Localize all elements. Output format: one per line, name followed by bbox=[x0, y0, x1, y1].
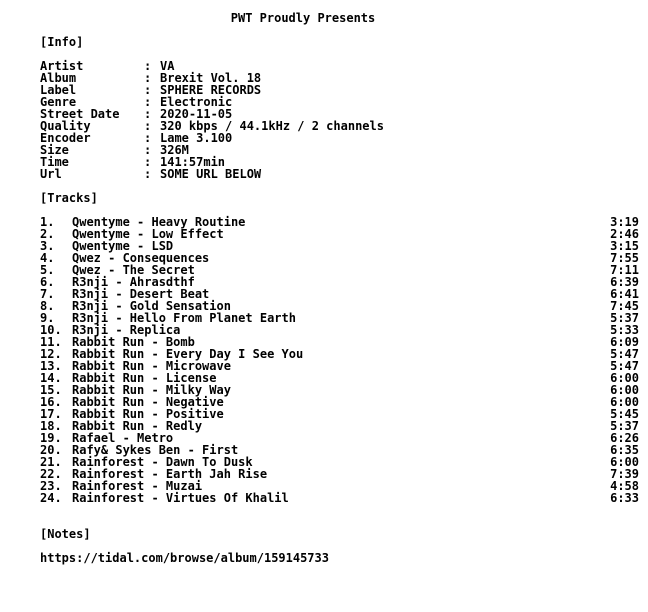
track-number: 13. bbox=[40, 359, 62, 373]
track-number: 6. bbox=[40, 275, 55, 289]
info-separator: : bbox=[144, 95, 152, 109]
track-title: Rainforest - Virtues Of Khalil bbox=[72, 491, 289, 505]
info-value: SOME URL BELOW bbox=[160, 167, 262, 181]
track-duration: 6:41 bbox=[610, 287, 639, 301]
info-key: Url bbox=[40, 167, 62, 181]
info-row bbox=[40, 120, 640, 132]
track-duration: 7:39 bbox=[610, 467, 639, 481]
info-separator: : bbox=[144, 119, 152, 133]
track-number: 1. bbox=[40, 215, 55, 229]
track-number: 5. bbox=[40, 263, 55, 277]
info-heading: [Info] bbox=[40, 35, 84, 49]
track-duration: 5:45 bbox=[610, 407, 639, 421]
track-title: Rabbit Run - Positive bbox=[72, 407, 224, 421]
track-title: Rabbit Run - Microwave bbox=[72, 359, 231, 373]
track-duration: 7:45 bbox=[610, 299, 639, 313]
info-separator: : bbox=[144, 155, 152, 169]
track-duration: 6:35 bbox=[610, 443, 639, 457]
track-title: Rainforest - Dawn To Dusk bbox=[72, 455, 253, 469]
track-title: R3nji - Replica bbox=[72, 323, 181, 337]
track-title: Rabbit Run - License bbox=[72, 371, 217, 385]
info-row bbox=[40, 60, 640, 72]
track-duration: 6:00 bbox=[610, 455, 639, 469]
tracks-heading: [Tracks] bbox=[40, 191, 98, 205]
info-value: 326M bbox=[160, 143, 189, 157]
track-duration: 6:00 bbox=[610, 383, 639, 397]
track-duration: 6:00 bbox=[610, 395, 639, 409]
info-separator: : bbox=[144, 83, 152, 97]
info-separator: : bbox=[144, 59, 152, 73]
info-key: Time bbox=[40, 155, 69, 169]
track-list bbox=[40, 216, 640, 504]
track-number: 10. bbox=[40, 323, 62, 337]
track-duration: 3:15 bbox=[610, 239, 639, 253]
track-title: Rabbit Run - Milky Way bbox=[72, 383, 231, 397]
info-separator: : bbox=[144, 131, 152, 145]
blank-line bbox=[40, 48, 640, 60]
track-number: 14. bbox=[40, 371, 62, 385]
track-duration: 5:37 bbox=[610, 311, 639, 325]
track-number: 18. bbox=[40, 419, 62, 433]
track-number: 21. bbox=[40, 455, 62, 469]
track-title: Rafael - Metro bbox=[72, 431, 174, 445]
info-key: Street Date bbox=[40, 107, 120, 121]
track-title: Qwentyme - Heavy Routine bbox=[72, 215, 246, 229]
track-duration: 3:19 bbox=[610, 215, 639, 229]
track-number: 8. bbox=[40, 299, 55, 313]
info-key: Artist bbox=[40, 59, 84, 73]
track-title: R3nji - Gold Sensation bbox=[72, 299, 231, 313]
track-number: 24. bbox=[40, 491, 62, 505]
blank-line bbox=[40, 24, 640, 36]
track-number: 3. bbox=[40, 239, 55, 253]
track-title: Qwez - The Secret bbox=[72, 263, 195, 277]
track-title: Rabbit Run - Every Day I See You bbox=[72, 347, 304, 361]
info-separator: : bbox=[144, 107, 152, 121]
track-number: 15. bbox=[40, 383, 62, 397]
track-duration: 5:33 bbox=[610, 323, 639, 337]
track-title: Rainforest - Muzai bbox=[72, 479, 203, 493]
track-duration: 6:33 bbox=[610, 491, 639, 505]
info-list bbox=[40, 60, 640, 180]
info-row bbox=[40, 132, 640, 144]
track-title: Qwentyme - Low Effect bbox=[72, 227, 224, 241]
info-value: 2020-11-05 bbox=[160, 107, 233, 121]
track-duration: 6:00 bbox=[610, 371, 639, 385]
info-separator: : bbox=[144, 167, 152, 181]
info-value: Lame 3.100 bbox=[160, 131, 233, 145]
info-value: 141:57min bbox=[160, 155, 226, 169]
info-key: Quality bbox=[40, 119, 91, 133]
info-separator: : bbox=[144, 143, 152, 157]
info-value: Brexit Vol. 18 bbox=[160, 71, 262, 85]
info-value: VA bbox=[160, 59, 175, 73]
notes-url: https://tidal.com/browse/album/159145733 bbox=[40, 551, 329, 565]
track-number: 7. bbox=[40, 287, 55, 301]
info-value: 320 kbps / 44.1kHz / 2 channels bbox=[160, 119, 384, 133]
track-title: Rainforest - Earth Jah Rise bbox=[72, 467, 268, 481]
track-duration: 6:09 bbox=[610, 335, 639, 349]
track-duration: 2:46 bbox=[610, 227, 639, 241]
info-row bbox=[40, 144, 640, 156]
track-number: 17. bbox=[40, 407, 62, 421]
track-row bbox=[40, 492, 640, 504]
track-title: Rabbit Run - Bomb bbox=[72, 335, 195, 349]
track-duration: 5:47 bbox=[610, 359, 639, 373]
track-number: 12. bbox=[40, 347, 62, 361]
track-duration: 5:47 bbox=[610, 347, 639, 361]
track-number: 4. bbox=[40, 251, 55, 265]
info-value: Electronic bbox=[160, 95, 233, 109]
track-number: 11. bbox=[40, 335, 62, 349]
track-number: 2. bbox=[40, 227, 55, 241]
page-title: PWT Proudly Presents bbox=[230, 11, 376, 25]
track-title: Rabbit Run - Negative bbox=[72, 395, 224, 409]
track-number: 16. bbox=[40, 395, 62, 409]
blank-line bbox=[40, 180, 640, 192]
notes-heading: [Notes] bbox=[40, 527, 91, 541]
blank-line bbox=[40, 504, 640, 516]
info-row bbox=[40, 96, 640, 108]
info-key: Genre bbox=[40, 95, 77, 109]
track-number: 23. bbox=[40, 479, 62, 493]
blank-line bbox=[40, 516, 640, 528]
info-key: Size bbox=[40, 143, 69, 157]
track-duration: 6:39 bbox=[610, 275, 639, 289]
track-number: 9. bbox=[40, 311, 55, 325]
track-duration: 5:37 bbox=[610, 419, 639, 433]
track-title: Rabbit Run - Redly bbox=[72, 419, 203, 433]
track-number: 19. bbox=[40, 431, 62, 445]
nfo-document bbox=[40, 12, 640, 564]
info-value: SPHERE RECORDS bbox=[160, 83, 262, 97]
track-title: Rafy& Sykes Ben - First bbox=[72, 443, 239, 457]
track-number: 20. bbox=[40, 443, 62, 457]
info-key: Album bbox=[40, 71, 77, 85]
info-row bbox=[40, 168, 640, 180]
track-duration: 4:58 bbox=[610, 479, 639, 493]
track-number: 22. bbox=[40, 467, 62, 481]
info-row bbox=[40, 72, 640, 84]
info-row bbox=[40, 156, 640, 168]
track-title: R3nji - Desert Beat bbox=[72, 287, 210, 301]
track-duration: 7:55 bbox=[610, 251, 639, 265]
track-duration: 6:26 bbox=[610, 431, 639, 445]
info-row bbox=[40, 84, 640, 96]
info-key: Encoder bbox=[40, 131, 91, 145]
track-duration: 7:11 bbox=[610, 263, 639, 277]
track-title: Qwentyme - LSD bbox=[72, 239, 174, 253]
track-title: Qwez - Consequences bbox=[72, 251, 210, 265]
track-title: R3nji - Ahrasdthf bbox=[72, 275, 195, 289]
info-separator: : bbox=[144, 71, 152, 85]
info-key: Label bbox=[40, 83, 77, 97]
track-title: R3nji - Hello From Planet Earth bbox=[72, 311, 296, 325]
